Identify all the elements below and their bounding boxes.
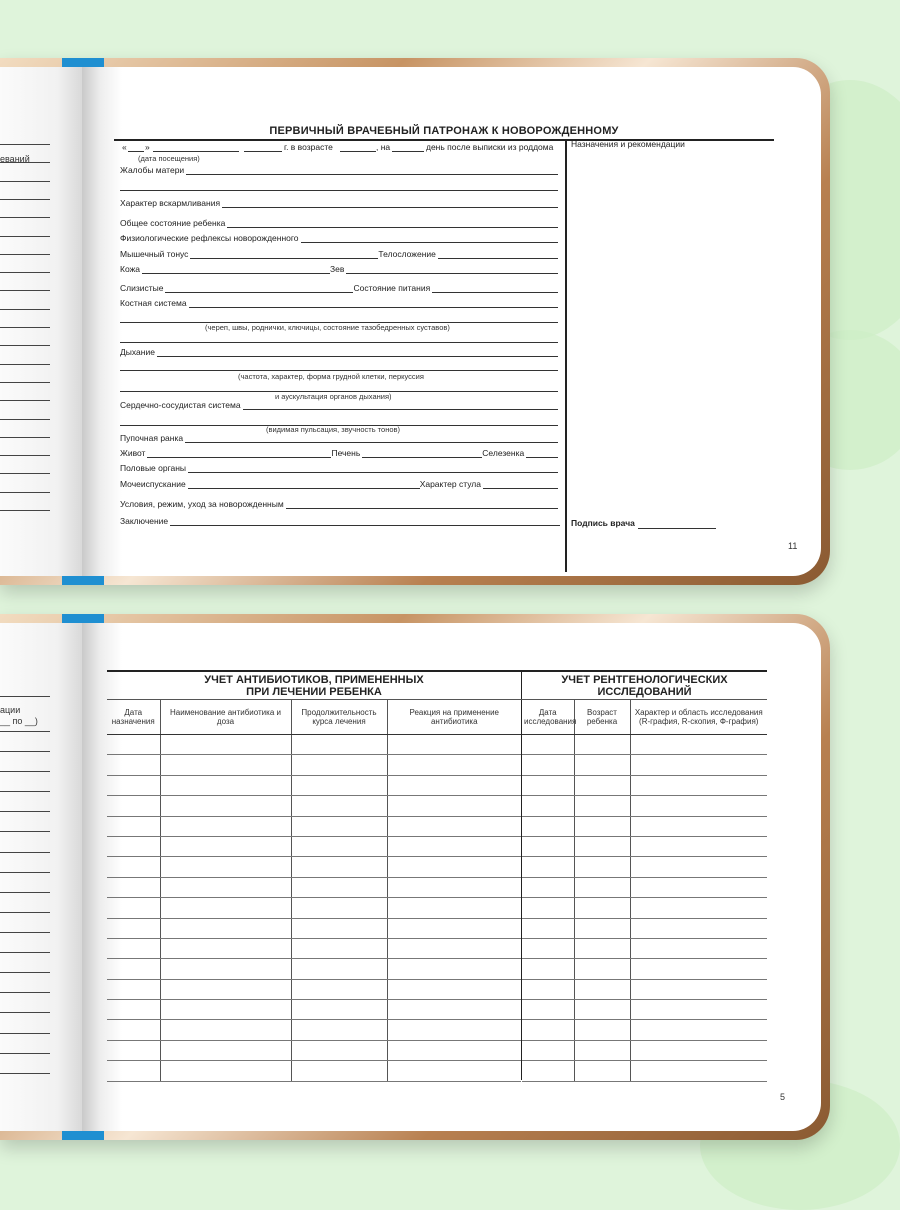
throat-label: Зев [330, 264, 345, 274]
table-cell[interactable] [387, 1020, 521, 1040]
table-cell[interactable] [630, 735, 767, 755]
left-page-rule [0, 236, 50, 237]
col-exam-type: Характер и область исследования (R-графия, R-скопия, Ф-графия) [630, 700, 767, 735]
complaints-extra-blank[interactable] [120, 190, 558, 191]
signature-blank[interactable] [638, 528, 716, 529]
table-cell[interactable] [630, 898, 767, 918]
table-row [107, 755, 521, 775]
table-cell[interactable] [160, 1020, 291, 1040]
table-cell[interactable] [522, 1000, 574, 1020]
form-row [120, 165, 558, 175]
table-cell[interactable] [107, 979, 160, 999]
table-cell[interactable] [630, 877, 767, 897]
table-row [107, 1061, 521, 1081]
table-cell[interactable] [107, 735, 160, 755]
form-row [120, 218, 558, 228]
table-cell[interactable] [291, 857, 387, 877]
table-cell[interactable] [522, 1040, 574, 1060]
table-cell[interactable] [291, 1000, 387, 1020]
table-row [522, 1000, 767, 1020]
urination-label: Мочеиспускание [120, 479, 186, 489]
table-cell[interactable] [522, 918, 574, 938]
form-row [120, 499, 558, 509]
table-cell[interactable] [522, 979, 574, 999]
left-page-rule [0, 831, 50, 832]
left-page-rule [0, 751, 50, 752]
table-row [522, 979, 767, 999]
table-cell[interactable] [522, 857, 574, 877]
breathing-extra-blank[interactable] [120, 370, 558, 371]
table-cell[interactable] [630, 1020, 767, 1040]
table-cell[interactable] [387, 1040, 521, 1060]
left-page-rule [0, 144, 50, 145]
left-page-rule [0, 382, 50, 383]
table-cell[interactable] [107, 836, 160, 856]
bones-label: Костная система [120, 298, 187, 308]
table-cell[interactable] [574, 918, 630, 938]
table-row [522, 1061, 767, 1081]
form-row [120, 463, 558, 473]
column-divider [565, 140, 567, 572]
table-row [522, 735, 767, 755]
table-cell[interactable] [291, 796, 387, 816]
table-cell[interactable] [630, 816, 767, 836]
left-page-rule [0, 872, 50, 873]
signature-label: Подпись врача [571, 518, 635, 528]
table-cell[interactable] [630, 959, 767, 979]
table-row [107, 735, 521, 755]
left-page-rule [0, 181, 50, 182]
table-cell[interactable] [291, 1040, 387, 1060]
left-page-edge [0, 67, 82, 576]
breathing-blank[interactable] [120, 356, 558, 357]
spleen-label: Селезенка [482, 448, 525, 458]
page-number: 11 [788, 541, 798, 551]
table-row [522, 877, 767, 897]
left-page-rule [0, 992, 50, 993]
table-cell[interactable] [387, 836, 521, 856]
table-row [107, 857, 521, 877]
table-cell[interactable] [160, 1061, 291, 1081]
left-page-rule [0, 731, 50, 732]
table-row [522, 959, 767, 979]
left-page-rule [0, 364, 50, 365]
left-page-edge [0, 623, 82, 1131]
form-row [120, 264, 558, 274]
table-cell[interactable] [630, 755, 767, 775]
bones-hint: (череп, швы, роднички, ключицы, состояние тазобедренных суставов) [205, 323, 450, 332]
left-page-fragment: ации [0, 705, 21, 715]
after-discharge-label: день после выписки из роддома [426, 142, 554, 152]
left-page-rule [0, 852, 50, 853]
table-cell[interactable] [291, 735, 387, 755]
spine-shadow [82, 67, 122, 576]
left-page-rule [0, 1073, 50, 1074]
genitals-label: Половые органы [120, 463, 187, 473]
nutrition-blank[interactable] [308, 292, 558, 293]
table-cell[interactable] [291, 816, 387, 836]
table-cell[interactable] [574, 755, 630, 775]
conclusion-blank[interactable] [120, 525, 560, 526]
table-cell[interactable] [574, 1000, 630, 1020]
table-cell[interactable] [522, 1061, 574, 1081]
left-page-rule [0, 811, 50, 812]
table-row [107, 816, 521, 836]
left-page-rule [0, 1012, 50, 1013]
table-row [522, 836, 767, 856]
col-exam-date: Дата исследования [522, 700, 574, 735]
left-page-rule [0, 327, 50, 328]
table-cell[interactable] [574, 1061, 630, 1081]
left-page-fragment: __ по __) [0, 716, 38, 726]
col-antibiotic-name: Наименование антибиотика и доза [160, 700, 291, 735]
table-cell[interactable] [107, 877, 160, 897]
table-cell[interactable] [574, 1020, 630, 1040]
table-cell[interactable] [574, 898, 630, 918]
visit-date-hint: (дата посещения) [138, 154, 200, 163]
table-cell[interactable] [574, 836, 630, 856]
table-cell[interactable] [630, 1061, 767, 1081]
table-cell[interactable] [160, 836, 291, 856]
table-cell[interactable] [160, 959, 291, 979]
table-cell[interactable] [387, 938, 521, 958]
table-cell[interactable] [160, 735, 291, 755]
liver-blank[interactable] [304, 457, 424, 458]
form-row [120, 347, 558, 357]
table-cell[interactable] [107, 816, 160, 836]
table-cell[interactable] [630, 857, 767, 877]
antibiotics-title-line1: УЧЕТ АНТИБИОТИКОВ, ПРИМЕНЕННЫХ [204, 674, 424, 686]
table-cell[interactable] [107, 898, 160, 918]
skin-blank[interactable] [120, 273, 308, 274]
table-cell[interactable] [630, 796, 767, 816]
form-row [120, 298, 558, 308]
form-row [120, 433, 558, 443]
table-cell[interactable] [522, 1020, 574, 1040]
col-reaction: Реакция на применение антибиотика [387, 700, 521, 735]
antibiotics-title-line2: ПРИ ЛЕЧЕНИИ РЕБЕНКА [246, 686, 382, 698]
liver-label: Печень [331, 448, 361, 458]
table-cell[interactable] [160, 1040, 291, 1060]
left-page-rule [0, 791, 50, 792]
table-cell[interactable] [630, 836, 767, 856]
feeding-label: Характер вскармливания [120, 198, 221, 208]
table-cell[interactable] [291, 775, 387, 795]
nutrition-label: Состояние питания [353, 283, 431, 293]
page-5 [0, 623, 821, 1131]
table-cell[interactable] [630, 918, 767, 938]
recommendations-title: Назначения и рекомендации [571, 139, 685, 149]
table-cell[interactable] [387, 959, 521, 979]
left-page-rule [0, 290, 50, 291]
table-cell[interactable] [387, 816, 521, 836]
page-11 [0, 67, 821, 576]
table-cell[interactable] [630, 1040, 767, 1060]
xray-title-line1: УЧЕТ РЕНТГЕНОЛОГИЧЕСКИХ [561, 674, 728, 686]
left-page-rule [0, 400, 50, 401]
breathing-hint-1: (частота, характер, форма грудной клетки, перкуссия [238, 372, 424, 381]
xray-title [522, 674, 767, 698]
quote-open: « [122, 142, 127, 152]
table-row [522, 775, 767, 795]
bookmark-tab [62, 1131, 104, 1140]
table-cell[interactable] [387, 1061, 521, 1081]
left-page-rule [0, 309, 50, 310]
table-row [107, 775, 521, 795]
stool-label: Характер стула [419, 479, 481, 489]
table-cell[interactable] [630, 979, 767, 999]
left-page-rule [0, 952, 50, 953]
table-row [107, 1000, 521, 1020]
table-cell[interactable] [522, 877, 574, 897]
table-cell[interactable] [160, 918, 291, 938]
table-row [107, 918, 521, 938]
complaints-label: Жалобы матери [120, 165, 185, 175]
skin-label: Кожа [120, 264, 140, 274]
table-cell[interactable] [160, 857, 291, 877]
table-row [522, 898, 767, 918]
table-cell[interactable] [522, 836, 574, 856]
table-cell[interactable] [160, 938, 291, 958]
table-cell[interactable] [387, 857, 521, 877]
table-cell[interactable] [107, 796, 160, 816]
table-cell[interactable] [574, 938, 630, 958]
general-state-label: Общее состояние ребенка [120, 218, 226, 228]
on-label: , на [376, 142, 391, 152]
left-page-fragment: еваний [0, 154, 30, 164]
table-row [107, 836, 521, 856]
table-cell[interactable] [291, 836, 387, 856]
table-cell[interactable] [160, 796, 291, 816]
table-cell[interactable] [522, 938, 574, 958]
left-page-rule [0, 455, 50, 456]
table-cell[interactable] [387, 877, 521, 897]
table-cell[interactable] [291, 755, 387, 775]
form-row [120, 448, 558, 458]
table-cell[interactable] [107, 775, 160, 795]
left-page-rule [0, 272, 50, 273]
table-cell[interactable] [522, 898, 574, 918]
left-page-rule [0, 473, 50, 474]
navel-blank[interactable] [120, 442, 558, 443]
table-cell[interactable] [522, 959, 574, 979]
table-cell[interactable] [574, 796, 630, 816]
left-page-rule [0, 345, 50, 346]
table-cell[interactable] [574, 857, 630, 877]
left-page-rule [0, 162, 50, 163]
table-cell[interactable] [387, 755, 521, 775]
table-cell[interactable] [522, 735, 574, 755]
breathing-label: Дыхание [120, 347, 155, 357]
journal-spread-top [0, 58, 830, 585]
bookmark-tab [62, 58, 104, 67]
table-cell[interactable] [522, 755, 574, 775]
navel-label: Пупочная ранка [120, 433, 184, 443]
table-row [522, 755, 767, 775]
bones-extra-2-blank[interactable] [120, 342, 558, 343]
table-cell[interactable] [107, 857, 160, 877]
table-row [522, 918, 767, 938]
table-cell[interactable] [291, 938, 387, 958]
table-row [107, 1020, 521, 1040]
table-row [107, 979, 521, 999]
journal-spread-bottom [0, 614, 830, 1140]
form-row [120, 283, 558, 293]
col-child-age: Возраст ребенка [574, 700, 630, 735]
conditions-label: Условия, режим, уход за новорожденным [120, 499, 284, 509]
table-cell[interactable] [291, 1020, 387, 1040]
muscle-tone-label: Мышечный тонус [120, 249, 189, 259]
table-row [522, 796, 767, 816]
left-page-rule [0, 437, 50, 438]
table-cell[interactable] [630, 938, 767, 958]
table-cell[interactable] [387, 775, 521, 795]
left-page-rule [0, 696, 50, 697]
breathing-hint-2: и аускультация органов дыхания) [275, 392, 392, 401]
table-cell[interactable] [574, 735, 630, 755]
table-cell[interactable] [107, 1020, 160, 1040]
table-row [522, 1020, 767, 1040]
table-row [522, 816, 767, 836]
table-cell[interactable] [107, 1000, 160, 1020]
left-page-rule [0, 199, 50, 200]
left-page-rule [0, 492, 50, 493]
table-row [522, 938, 767, 958]
table-cell[interactable] [574, 816, 630, 836]
table-row [107, 796, 521, 816]
left-page-rule [0, 932, 50, 933]
year-blank[interactable] [244, 151, 282, 152]
table-cell[interactable] [291, 979, 387, 999]
table-cell[interactable] [291, 1061, 387, 1081]
table-cell[interactable] [574, 775, 630, 795]
antibiotics-title [107, 674, 521, 698]
bookmark-tab [62, 576, 104, 585]
form-row [120, 516, 558, 526]
form-row [120, 249, 558, 259]
table-cell[interactable] [387, 918, 521, 938]
table-row [107, 877, 521, 897]
table-cell[interactable] [522, 775, 574, 795]
form-row [120, 400, 558, 410]
table-cell[interactable] [107, 918, 160, 938]
left-page-rule [0, 1053, 50, 1054]
table-cell[interactable] [107, 938, 160, 958]
table-cell[interactable] [160, 816, 291, 836]
table-cell[interactable] [630, 1000, 767, 1020]
left-page-rule [0, 771, 50, 772]
year-label: г. в возрасте [284, 142, 333, 152]
form-row [120, 233, 558, 243]
table-cell[interactable] [291, 877, 387, 897]
table-row [522, 857, 767, 877]
left-page-rule [0, 912, 50, 913]
xray-title-line2: ИССЛЕДОВАНИЙ [597, 686, 692, 698]
reflexes-label: Физиологические рефлексы новорожденного [120, 233, 299, 243]
table-cell[interactable] [574, 959, 630, 979]
table-cell[interactable] [291, 959, 387, 979]
table-cell[interactable] [107, 1040, 160, 1060]
left-page-rule [0, 419, 50, 420]
month-blank[interactable] [153, 151, 239, 152]
table-cell[interactable] [291, 918, 387, 938]
day-blank[interactable] [128, 151, 144, 152]
cardio-hint: (видимая пульсация, звучность тонов) [266, 425, 400, 434]
left-page-rule [0, 510, 50, 511]
table-cell[interactable] [574, 1040, 630, 1060]
left-page-rule [0, 1033, 50, 1034]
col-course-duration: Продолжительность курса лечения [291, 700, 387, 735]
table-row [107, 1040, 521, 1060]
table-cell[interactable] [160, 755, 291, 775]
constitution-label: Телосложение [378, 249, 436, 259]
quote-close: » [145, 142, 150, 152]
left-page-rule [0, 254, 50, 255]
table-row [107, 938, 521, 958]
table-cell[interactable] [107, 1061, 160, 1081]
age-blank[interactable] [340, 151, 376, 152]
table-cell[interactable] [574, 979, 630, 999]
table-cell[interactable] [522, 796, 574, 816]
belly-blank[interactable] [120, 457, 304, 458]
table-cell[interactable] [387, 735, 521, 755]
table-cell[interactable] [387, 796, 521, 816]
left-page-rule [0, 972, 50, 973]
table-cell[interactable] [387, 898, 521, 918]
day-after-blank[interactable] [392, 151, 424, 152]
table-cell[interactable] [160, 775, 291, 795]
left-page-rule [0, 217, 50, 218]
bookmark-tab [62, 614, 104, 623]
table-cell[interactable] [160, 1000, 291, 1020]
table-cell[interactable] [522, 816, 574, 836]
antibiotics-table [107, 700, 521, 1082]
table-cell[interactable] [160, 979, 291, 999]
form-row [120, 198, 558, 208]
cardio-label: Сердечно-сосудистая система [120, 400, 241, 410]
table-cell[interactable] [574, 877, 630, 897]
table-cell[interactable] [291, 898, 387, 918]
page-number: 5 [780, 1092, 786, 1102]
table-cell[interactable] [387, 979, 521, 999]
table-cell[interactable] [630, 775, 767, 795]
col-prescription-date: Дата назначения [107, 700, 160, 735]
table-cell[interactable] [160, 898, 291, 918]
table-row [107, 959, 521, 979]
table-row [107, 898, 521, 918]
top-rule [107, 670, 767, 672]
table-cell[interactable] [387, 1000, 521, 1020]
table-cell[interactable] [160, 877, 291, 897]
xray-table [522, 700, 767, 1082]
left-page-rule [0, 892, 50, 893]
mucosa-label: Слизистые [120, 283, 164, 293]
form-row [120, 479, 558, 489]
conclusion-label: Заключение [120, 516, 169, 526]
page-title: ПЕРВИЧНЫЙ ВРАЧЕБНЫЙ ПАТРОНАЖ К НОВОРОЖДЕННОМУ [269, 125, 619, 137]
table-cell[interactable] [107, 755, 160, 775]
belly-label: Живот [120, 448, 146, 458]
table-cell[interactable] [107, 959, 160, 979]
table-row [522, 1040, 767, 1060]
